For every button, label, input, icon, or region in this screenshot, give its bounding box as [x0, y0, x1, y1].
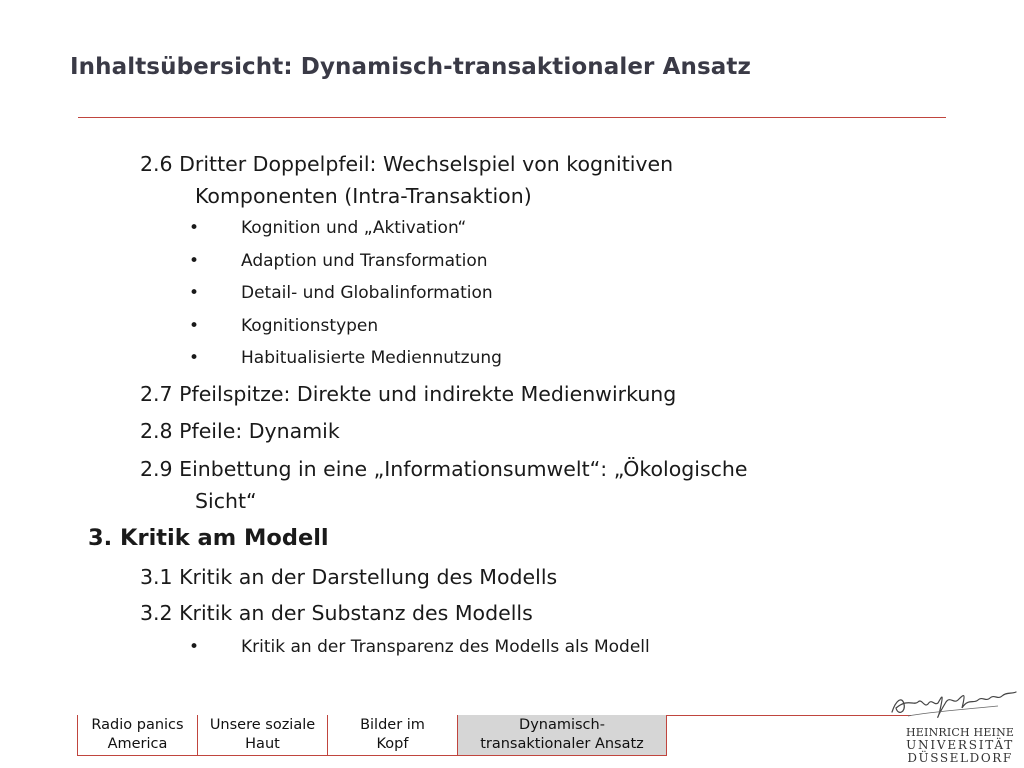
- outline-item-3-2: 3.2 Kritik an der Substanz des Modells: [140, 601, 533, 625]
- bullet-icon: •: [189, 218, 200, 238]
- logo-wordmark: [906, 726, 1014, 765]
- logo-line1: HEINRICH HEINE: [906, 726, 1015, 739]
- bullet-icon: •: [189, 283, 200, 303]
- bullet-text: Detail- und Globalinformation: [241, 283, 493, 303]
- bullet-text: Adaption und Transformation: [241, 251, 488, 271]
- outline-item-3-1: 3.1 Kritik an der Darstellung des Modells: [140, 565, 558, 589]
- outline-item-2-6-line2: Komponenten (Intra-Transaktion): [195, 184, 532, 208]
- bullet-item: [189, 216, 466, 240]
- nav-tab-bilder-im-kopf[interactable]: [328, 715, 458, 755]
- logo-line3: DÜSSELDORF: [907, 751, 1013, 765]
- nav-tab-label-line2: America: [107, 736, 168, 752]
- signature-icon: [888, 686, 1020, 726]
- outline-item-2-6: [140, 148, 920, 212]
- bullet-icon: •: [189, 637, 200, 657]
- title-divider: [78, 117, 946, 118]
- bullet-item: [189, 635, 650, 659]
- nav-tab-label-line2: Haut: [245, 736, 280, 752]
- outline-item-2-7: 2.7 Pfeilspitze: Direkte und indirekte Medienwirkung: [140, 382, 677, 406]
- logo-line2: UNIVERSITÄT: [906, 738, 1015, 752]
- bullet-text: Kritik an der Transparenz des Modells als Modell: [241, 637, 650, 657]
- bullet-text: Habitualisierte Mediennutzung: [241, 348, 502, 368]
- bullet-item: [189, 249, 488, 273]
- outline-item-2-9-line2: Sicht“: [195, 489, 257, 513]
- outline-item-2-9: [140, 453, 920, 517]
- nav-tab-label-line2: Kopf: [376, 736, 409, 752]
- nav-tab-label-line1: Radio panics: [91, 717, 184, 733]
- nav-tab-label-line2: transaktionaler Ansatz: [480, 736, 644, 752]
- nav-tab-radio-panics-america[interactable]: [78, 715, 198, 755]
- bullet-icon: •: [189, 251, 200, 271]
- nav-tab-dynamisch-transaktionaler-ansatz[interactable]: [458, 715, 666, 755]
- bullet-icon: •: [189, 348, 200, 368]
- outline-item-2-8: 2.8 Pfeile: Dynamik: [140, 419, 340, 443]
- bullet-item: [189, 314, 378, 338]
- bullet-text: Kognition und „Aktivation“: [241, 218, 467, 238]
- nav-tab-unsere-soziale-haut[interactable]: [198, 715, 328, 755]
- nav-tab-label-line1: Bilder im: [360, 717, 425, 733]
- nav-tab-label-line1: Unsere soziale: [209, 717, 316, 733]
- bullet-item: [189, 346, 502, 370]
- outline-item-2-9-line1: 2.9 Einbettung in eine „Informationsumwelt“: „Ökologische: [140, 457, 748, 481]
- bullet-text: Kognitionstypen: [241, 316, 379, 336]
- outline-item-2-6-line1: 2.6 Dritter Doppelpfeil: Wechselspiel von kognitiven: [140, 152, 674, 176]
- section-heading-3: 3. Kritik am Modell: [88, 525, 329, 551]
- slide-title: Inhaltsübersicht: Dynamisch-transaktionaler Ansatz: [70, 54, 751, 80]
- nav-tab-label-line1: Dynamisch-: [519, 717, 605, 733]
- bullet-icon: •: [189, 316, 200, 336]
- university-logo: [888, 686, 1020, 766]
- footer-nav: [77, 715, 667, 756]
- bullet-item: [189, 281, 493, 305]
